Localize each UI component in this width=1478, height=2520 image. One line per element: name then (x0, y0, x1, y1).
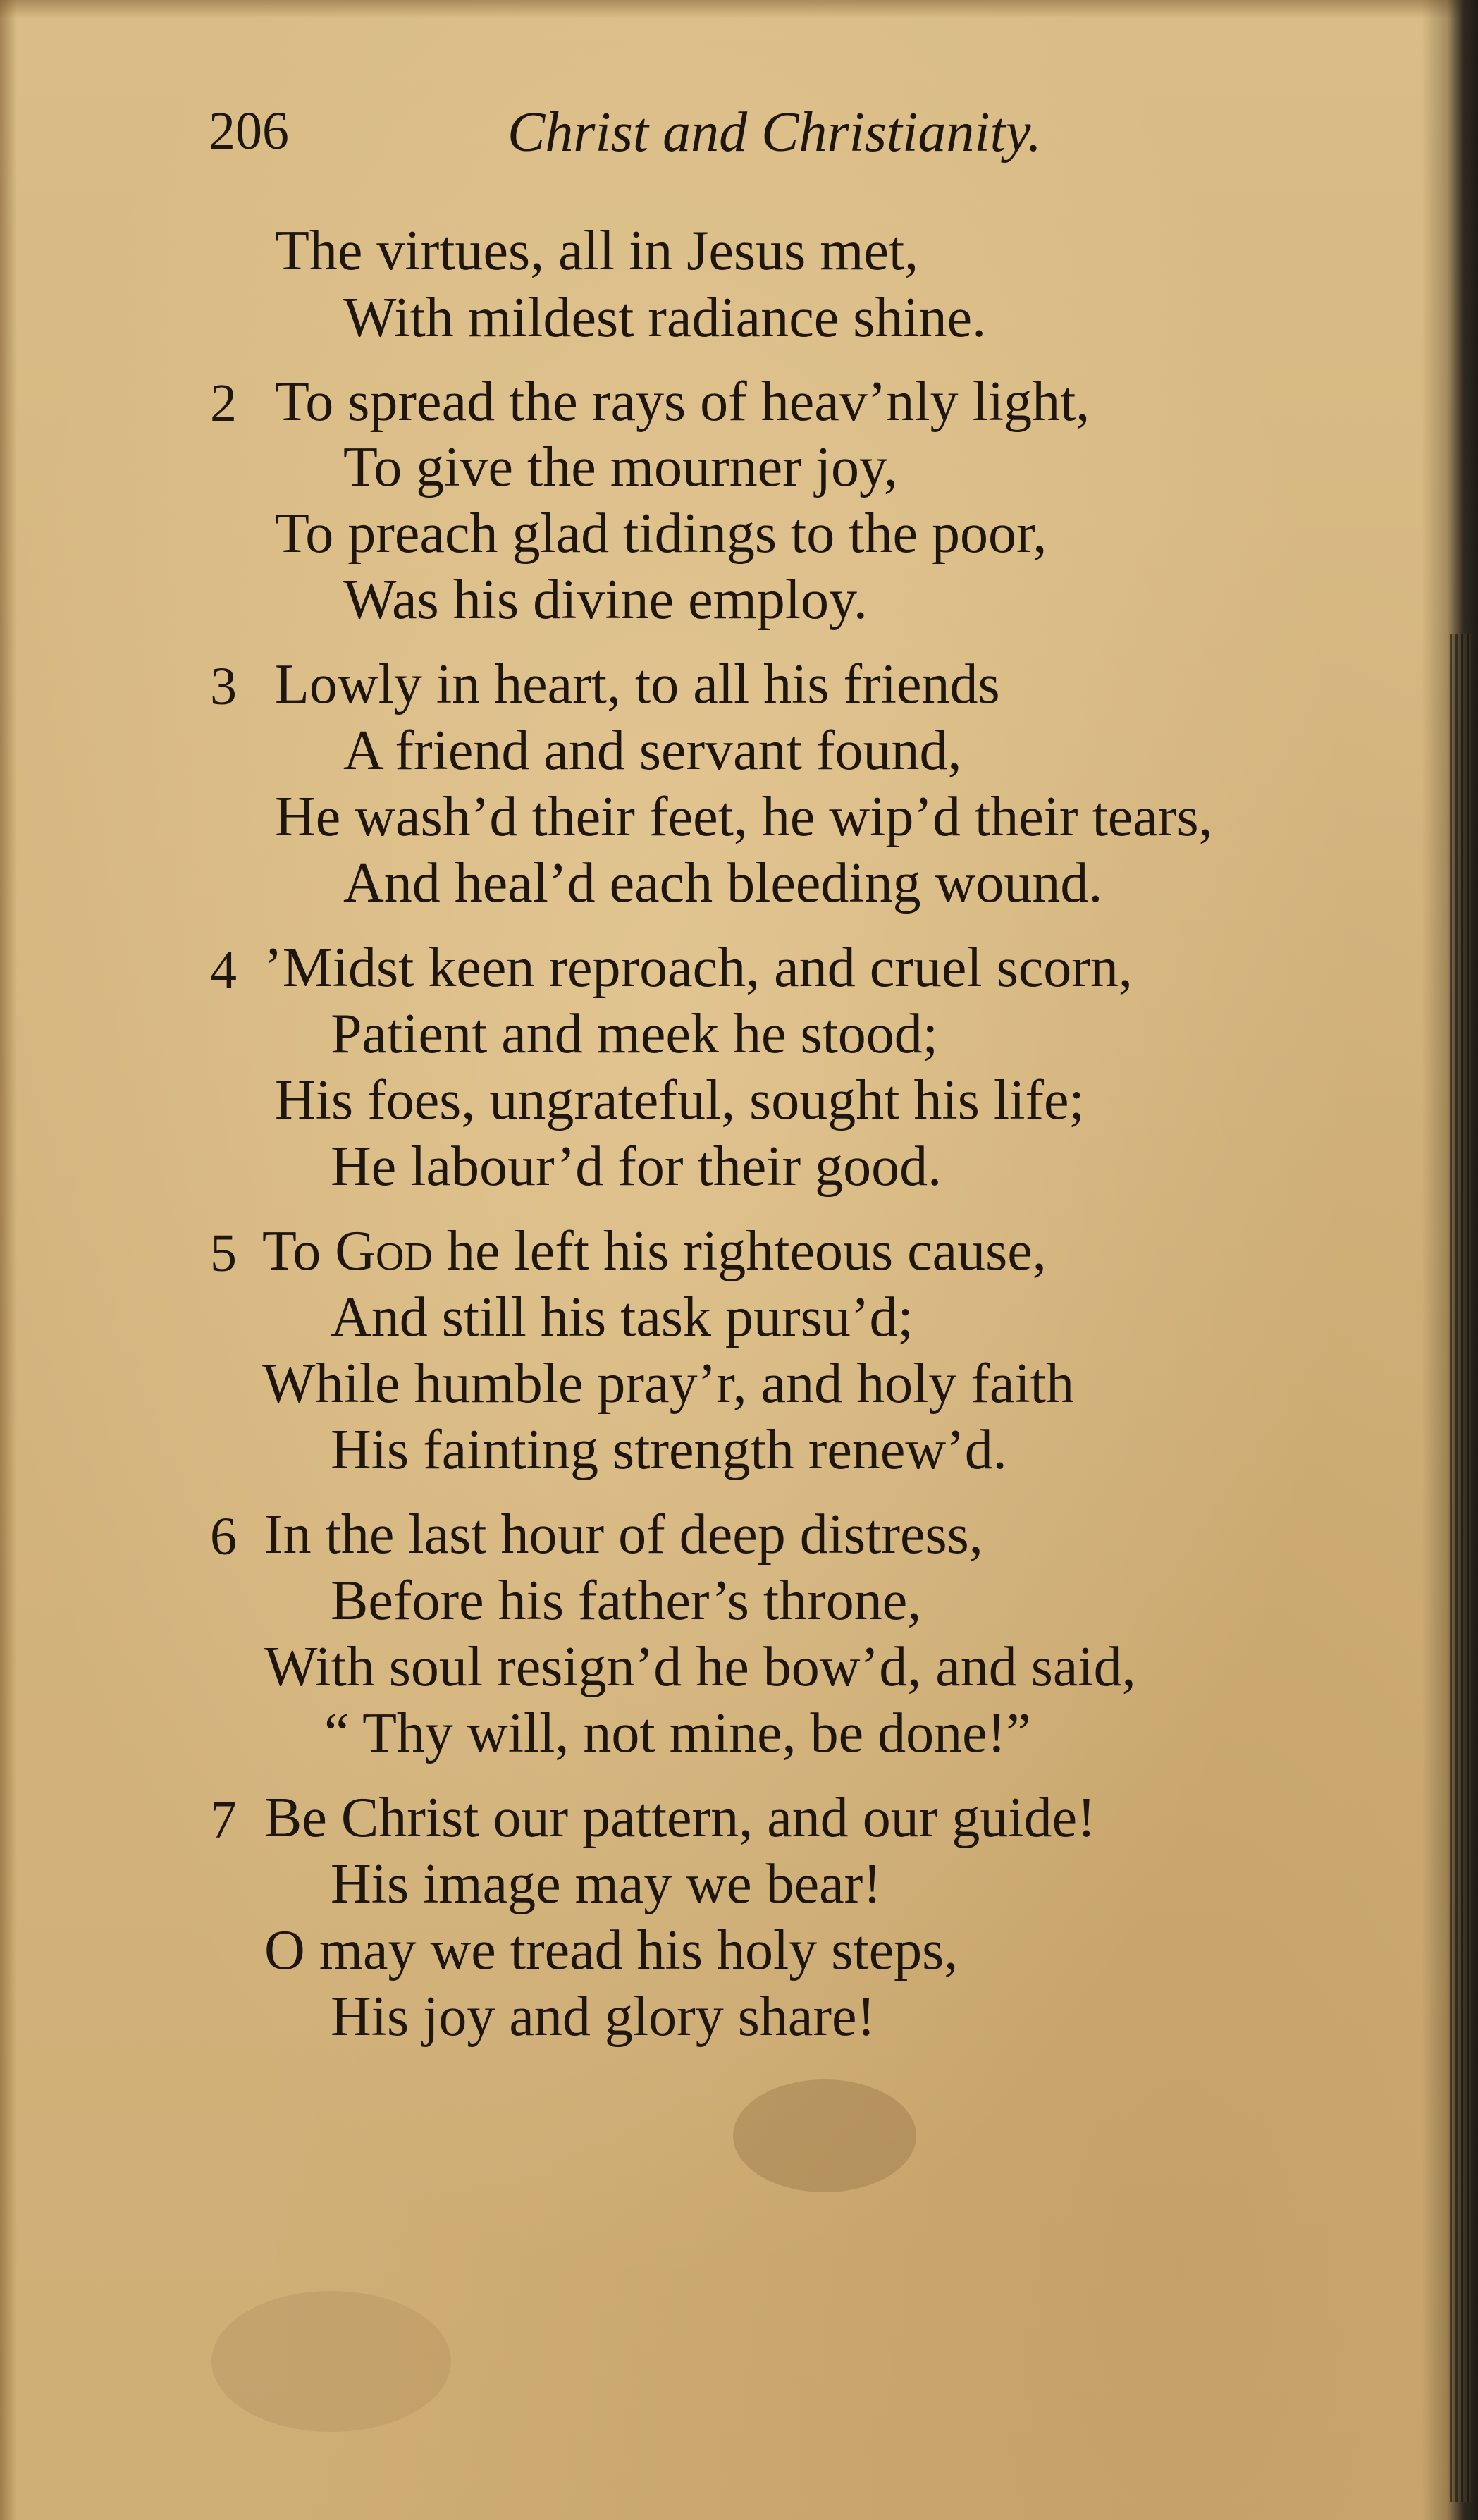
hymn-line: To God he left his righteous cause, (262, 1220, 1047, 1282)
hymn-line: Be Christ our pattern, and our guide! (264, 1787, 1096, 1849)
hymn-line: “ Thy will, not mine, be done!” (324, 1702, 1031, 1764)
verse-number: 3 (210, 657, 237, 716)
hymn-line: Lowly in heart, to all his friends (275, 653, 1000, 715)
book-page-edges (1450, 634, 1471, 2502)
page-number: 206 (209, 102, 289, 161)
hymn-line: His foes, ungrateful, sought his life; (275, 1069, 1085, 1131)
verse-number: 6 (210, 1507, 237, 1566)
hymn-line: Before his father’s throne, (331, 1570, 922, 1632)
running-title: Christ and Christianity. (507, 102, 1042, 164)
hymn-line: He wash’d their feet, he wip’d their tears, (275, 786, 1213, 848)
hymn-line: And heal’d each bleeding wound. (343, 852, 1103, 914)
hymn-line: A friend and servant found, (343, 720, 962, 782)
hymn-line: With mildest radiance shine. (343, 287, 987, 349)
hymn-line: In the last hour of deep distress, (264, 1504, 983, 1566)
hymn-line: Patient and meek he stood; (331, 1003, 939, 1065)
hymn-line: He labour’d for their good. (331, 1136, 942, 1198)
hymn-line: To preach glad tidings to the poor, (275, 503, 1047, 565)
hymn-line: To give the mourner joy, (343, 436, 898, 498)
hymn-line: ’Midst keen reproach, and cruel scorn, (264, 937, 1133, 999)
hymn-line: And still his task pursu’d; (331, 1286, 913, 1348)
paper-stain (211, 2291, 451, 2432)
verse-number: 4 (210, 940, 237, 1000)
paper-stain (733, 2079, 916, 2192)
verse-number: 7 (210, 1790, 237, 1850)
hymn-line: O may we tread his holy steps, (264, 1919, 959, 1981)
hymn-line: While humble pray’r, and holy faith (262, 1353, 1074, 1415)
hymn-line: To spread the rays of heav’nly light, (275, 371, 1090, 433)
hymn-line: His joy and glory share! (331, 1986, 876, 2048)
page-left-shadow (0, 0, 17, 2520)
hymn-line: With soul resign’d he bow’d, and said, (264, 1636, 1136, 1698)
hymn-line: His fainting strength renew’d. (331, 1419, 1007, 1481)
verse-number: 5 (210, 1224, 237, 1283)
verse-number: 2 (210, 374, 237, 433)
hymn-line: His image may we bear! (331, 1853, 882, 1915)
hymn-line: The virtues, all in Jesus met, (275, 220, 919, 282)
hymn-line: Was his divine employ. (343, 569, 868, 631)
page-top-shadow (0, 0, 1478, 18)
